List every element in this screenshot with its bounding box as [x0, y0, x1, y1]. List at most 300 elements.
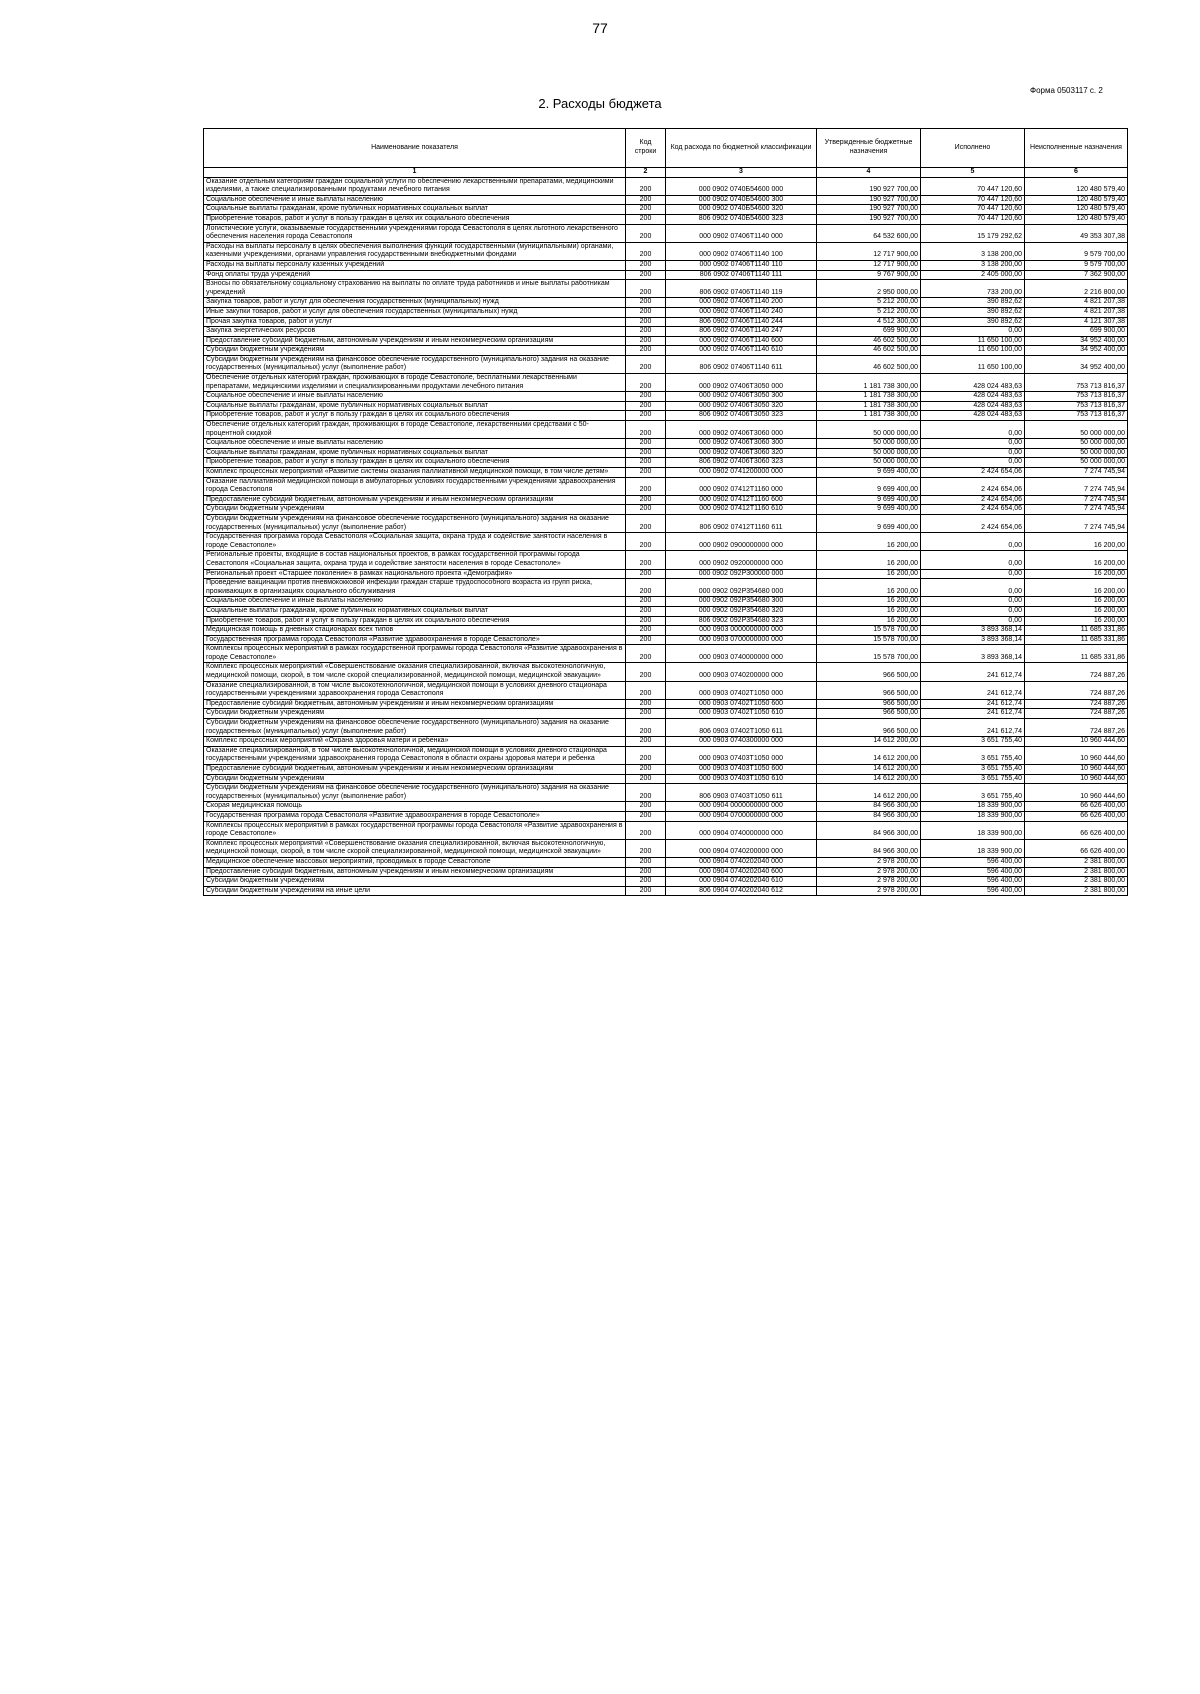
row-unexecuted: 16 200,00 — [1025, 606, 1128, 616]
row-approved: 190 927 700,00 — [817, 205, 921, 215]
row-unexecuted: 724 887,26 — [1025, 663, 1128, 681]
row-expense-code: 000 0902 07412Т1160 000 — [666, 477, 817, 495]
row-name: Медицинская помощь в дневных стационарах всех типов — [204, 626, 626, 636]
row-line-code: 200 — [626, 270, 666, 280]
row-unexecuted: 10 960 444,60 — [1025, 746, 1128, 764]
row-unexecuted: 120 480 579,40 — [1025, 214, 1128, 224]
row-unexecuted: 49 353 307,38 — [1025, 224, 1128, 242]
row-unexecuted: 16 200,00 — [1025, 533, 1128, 551]
form-code: Форма 0503117 с. 2 — [1030, 86, 1103, 95]
row-unexecuted: 9 579 700,00 — [1025, 260, 1128, 270]
row-line-code: 200 — [626, 205, 666, 215]
row-name: Предоставление субсидий бюджетным, автономным учреждениям и иным некоммерческим организациям — [204, 336, 626, 346]
table-row — [204, 298, 1128, 308]
row-name: Скорая медицинская помощь — [204, 802, 626, 812]
row-expense-code: 000 0902 0740Б54600 000 — [666, 177, 817, 195]
row-name: Субсидии бюджетным учреждениям — [204, 709, 626, 719]
row-expense-code: 000 0903 07402Т1050 610 — [666, 709, 817, 719]
row-executed: 3 893 368,14 — [921, 626, 1025, 636]
table-row — [204, 177, 1128, 195]
table-row — [204, 867, 1128, 877]
table-header-row — [204, 129, 1128, 168]
table-row — [204, 421, 1128, 439]
row-expense-code: 806 0902 07406Т1140 244 — [666, 317, 817, 327]
row-approved: 9 699 400,00 — [817, 505, 921, 515]
row-unexecuted: 7 274 745,94 — [1025, 477, 1128, 495]
row-name: Предоставление субсидий бюджетным, автономным учреждениям и иным некоммерческим организациям — [204, 495, 626, 505]
table-row — [204, 857, 1128, 867]
row-executed: 70 447 120,60 — [921, 205, 1025, 215]
row-unexecuted: 2 216 800,00 — [1025, 280, 1128, 298]
row-expense-code: 000 0902 0741200000 000 — [666, 468, 817, 478]
row-unexecuted: 10 960 444,60 — [1025, 765, 1128, 775]
row-unexecuted: 7 274 745,94 — [1025, 505, 1128, 515]
row-unexecuted: 2 381 800,00 — [1025, 857, 1128, 867]
row-name: Иные закупки товаров, работ и услуг для обеспечения государственных (муниципальных) нужд — [204, 307, 626, 317]
row-name: Закупка энергетических ресурсов — [204, 327, 626, 337]
row-expense-code: 806 0902 07406Т1140 111 — [666, 270, 817, 280]
table-row — [204, 411, 1128, 421]
table-row — [204, 214, 1128, 224]
row-name: Социальные выплаты гражданам, кроме публичных нормативных социальных выплат — [204, 448, 626, 458]
row-line-code: 200 — [626, 774, 666, 784]
row-name: Субсидии бюджетным учреждениям на финансовое обеспечение государственного (муниципального) задания на оказание государственных (муниципальных) услуг (выполнение работ) — [204, 355, 626, 373]
row-expense-code: 000 0902 07406Т3050 000 — [666, 374, 817, 392]
row-line-code: 200 — [626, 746, 666, 764]
row-expense-code: 806 0902 07406Т1140 119 — [666, 280, 817, 298]
row-executed: 18 339 900,00 — [921, 811, 1025, 821]
row-name: Закупка товаров, работ и услуг для обеспечения государственных (муниципальных) нужд — [204, 298, 626, 308]
row-expense-code: 000 0903 07403Т1050 610 — [666, 774, 817, 784]
row-approved: 4 512 300,00 — [817, 317, 921, 327]
row-executed: 2 424 654,06 — [921, 477, 1025, 495]
row-line-code: 200 — [626, 260, 666, 270]
row-executed: 70 447 120,60 — [921, 177, 1025, 195]
row-line-code: 200 — [626, 401, 666, 411]
row-line-code: 200 — [626, 505, 666, 515]
row-line-code: 200 — [626, 392, 666, 402]
row-expense-code: 000 0902 0740Б54600 320 — [666, 205, 817, 215]
table-row — [204, 458, 1128, 468]
row-expense-code: 806 0903 07402Т1050 611 — [666, 719, 817, 737]
row-line-code: 200 — [626, 355, 666, 373]
row-expense-code: 806 0903 07403Т1050 611 — [666, 784, 817, 802]
row-unexecuted: 50 000 000,00 — [1025, 439, 1128, 449]
row-unexecuted: 10 960 444,60 — [1025, 784, 1128, 802]
row-executed: 18 339 900,00 — [921, 802, 1025, 812]
row-line-code: 200 — [626, 606, 666, 616]
row-line-code: 200 — [626, 336, 666, 346]
row-approved: 190 927 700,00 — [817, 214, 921, 224]
row-executed: 3 138 200,00 — [921, 242, 1025, 260]
row-line-code: 200 — [626, 626, 666, 636]
row-name: Прочая закупка товаров, работ и услуг — [204, 317, 626, 327]
row-executed: 2 424 654,06 — [921, 514, 1025, 532]
row-unexecuted: 16 200,00 — [1025, 597, 1128, 607]
row-line-code: 200 — [626, 709, 666, 719]
row-expense-code: 000 0903 0740200000 000 — [666, 663, 817, 681]
table-row — [204, 774, 1128, 784]
row-line-code: 200 — [626, 448, 666, 458]
row-unexecuted: 120 480 579,40 — [1025, 177, 1128, 195]
row-expense-code: 000 0902 07406Т1140 240 — [666, 307, 817, 317]
table-row — [204, 737, 1128, 747]
header-unexecuted: Неисполненные назначения — [1025, 129, 1128, 168]
row-approved: 14 612 200,00 — [817, 774, 921, 784]
row-expense-code: 000 0902 092Р354680 320 — [666, 606, 817, 616]
row-expense-code: 000 0902 0900000000 000 — [666, 533, 817, 551]
row-name: Комплекс процессных мероприятий «Развитие системы оказания паллиативной медицинской помощи, в том числе детям» — [204, 468, 626, 478]
row-executed: 0,00 — [921, 569, 1025, 579]
row-unexecuted: 2 381 800,00 — [1025, 867, 1128, 877]
row-name: Социальные выплаты гражданам, кроме публичных нормативных социальных выплат — [204, 606, 626, 616]
row-executed: 0,00 — [921, 458, 1025, 468]
row-expense-code: 000 0904 0740202040 000 — [666, 857, 817, 867]
row-expense-code: 000 0902 0920000000 000 — [666, 551, 817, 569]
row-approved: 84 966 300,00 — [817, 811, 921, 821]
row-approved: 12 717 900,00 — [817, 260, 921, 270]
row-expense-code: 000 0903 0700000000 000 — [666, 635, 817, 645]
row-approved: 2 978 200,00 — [817, 886, 921, 896]
row-approved: 14 612 200,00 — [817, 784, 921, 802]
row-line-code: 200 — [626, 177, 666, 195]
row-expense-code: 806 0902 07406Т3060 323 — [666, 458, 817, 468]
row-line-code: 200 — [626, 719, 666, 737]
table-row — [204, 280, 1128, 298]
row-name: Государственная программа города Севастополя «Развитие здравоохранения в городе Севастополе» — [204, 635, 626, 645]
row-executed: 2 424 654,06 — [921, 505, 1025, 515]
row-unexecuted: 34 952 400,00 — [1025, 355, 1128, 373]
row-expense-code: 806 0904 0740202040 612 — [666, 886, 817, 896]
row-unexecuted: 724 887,26 — [1025, 719, 1128, 737]
row-approved: 15 578 700,00 — [817, 635, 921, 645]
row-executed: 3 138 200,00 — [921, 260, 1025, 270]
row-line-code: 200 — [626, 839, 666, 857]
row-approved: 1 181 738 300,00 — [817, 374, 921, 392]
row-expense-code: 000 0902 07406Т1140 600 — [666, 336, 817, 346]
row-approved: 16 200,00 — [817, 579, 921, 597]
row-unexecuted: 11 685 331,86 — [1025, 645, 1128, 663]
table-row — [204, 719, 1128, 737]
table-row — [204, 307, 1128, 317]
row-name: Социальное обеспечение и иные выплаты населению — [204, 195, 626, 205]
row-executed: 2 405 000,00 — [921, 270, 1025, 280]
row-name: Предоставление субсидий бюджетным, автономным учреждениям и иным некоммерческим организациям — [204, 699, 626, 709]
row-name: Комплексы процессных мероприятий в рамках государственной программы города Севастополя «Развитие здравоохранения в городе Севастополе» — [204, 821, 626, 839]
row-name: Проведение вакцинации против пневмококковой инфекции граждан старше трудоспособного возраста из групп риска, проживающих в организациях социального обслуживания — [204, 579, 626, 597]
row-executed: 596 400,00 — [921, 867, 1025, 877]
row-line-code: 200 — [626, 195, 666, 205]
row-executed: 0,00 — [921, 421, 1025, 439]
table-row — [204, 468, 1128, 478]
row-approved: 14 612 200,00 — [817, 765, 921, 775]
table-title: 2. Расходы бюджета — [538, 96, 662, 111]
row-name: Социальное обеспечение и иные выплаты населению — [204, 439, 626, 449]
row-approved: 2 950 000,00 — [817, 280, 921, 298]
row-unexecuted: 753 713 816,37 — [1025, 411, 1128, 421]
row-unexecuted: 753 713 816,37 — [1025, 401, 1128, 411]
row-line-code: 200 — [626, 439, 666, 449]
row-line-code: 200 — [626, 737, 666, 747]
row-line-code: 200 — [626, 616, 666, 626]
row-executed: 3 651 755,40 — [921, 737, 1025, 747]
table-row — [204, 242, 1128, 260]
row-executed: 428 024 483,63 — [921, 392, 1025, 402]
row-executed: 0,00 — [921, 533, 1025, 551]
row-line-code: 200 — [626, 307, 666, 317]
row-executed: 733 200,00 — [921, 280, 1025, 298]
row-unexecuted: 7 274 745,94 — [1025, 468, 1128, 478]
row-line-code: 200 — [626, 374, 666, 392]
row-line-code: 200 — [626, 242, 666, 260]
table-row — [204, 606, 1128, 616]
table-body — [204, 177, 1128, 896]
row-executed: 390 892,62 — [921, 307, 1025, 317]
row-name: Приобретение товаров, работ и услуг в пользу граждан в целях их социального обеспечения — [204, 458, 626, 468]
row-executed: 428 024 483,63 — [921, 401, 1025, 411]
row-approved: 50 000 000,00 — [817, 448, 921, 458]
row-line-code: 200 — [626, 495, 666, 505]
row-executed: 0,00 — [921, 551, 1025, 569]
row-approved: 966 500,00 — [817, 709, 921, 719]
row-executed: 70 447 120,60 — [921, 195, 1025, 205]
table-row — [204, 663, 1128, 681]
header-expense-code: Код расхода по бюджетной классификации — [666, 129, 817, 168]
header-indicator-name: Наименование показателя — [204, 129, 626, 168]
table-row — [204, 260, 1128, 270]
table-row — [204, 355, 1128, 373]
row-expense-code: 806 0902 07406Т1140 247 — [666, 327, 817, 337]
row-unexecuted: 66 626 400,00 — [1025, 839, 1128, 857]
table-row — [204, 699, 1128, 709]
row-name: Субсидии бюджетным учреждениям на финансовое обеспечение государственного (муниципального) задания на оказание государственных (муниципальных) услуг (выполнение работ) — [204, 719, 626, 737]
row-expense-code: 806 0902 092Р354680 323 — [666, 616, 817, 626]
row-approved: 9 699 400,00 — [817, 468, 921, 478]
row-name: Оказание отдельным категориям граждан социальной услуги по обеспечению лекарственными препаратами, медицинскими изделиями, а также специализированными продуктами лечебного питания — [204, 177, 626, 195]
row-approved: 84 966 300,00 — [817, 821, 921, 839]
table-row — [204, 616, 1128, 626]
row-executed: 241 612,74 — [921, 699, 1025, 709]
row-approved: 190 927 700,00 — [817, 177, 921, 195]
row-expense-code: 000 0904 0740000000 000 — [666, 821, 817, 839]
row-unexecuted: 16 200,00 — [1025, 569, 1128, 579]
row-unexecuted: 10 960 444,60 — [1025, 737, 1128, 747]
row-unexecuted: 16 200,00 — [1025, 551, 1128, 569]
row-executed: 0,00 — [921, 327, 1025, 337]
row-line-code: 200 — [626, 811, 666, 821]
table-row — [204, 551, 1128, 569]
row-expense-code: 000 0903 07402Т1050 600 — [666, 699, 817, 709]
row-expense-code: 000 0902 07406Т3050 300 — [666, 392, 817, 402]
row-expense-code: 000 0904 0700000000 000 — [666, 811, 817, 821]
row-name: Расходы на выплаты персоналу казенных учреждений — [204, 260, 626, 270]
row-unexecuted: 66 626 400,00 — [1025, 821, 1128, 839]
row-unexecuted: 7 362 900,00 — [1025, 270, 1128, 280]
row-name: Комплексы процессных мероприятий в рамках государственной программы города Севастополя «Развитие здравоохранения в городе Севастополе» — [204, 645, 626, 663]
table-row — [204, 317, 1128, 327]
row-line-code: 200 — [626, 468, 666, 478]
row-executed: 11 650 100,00 — [921, 355, 1025, 373]
column-number: 5 — [921, 168, 1025, 178]
row-expense-code: 000 0904 0740202040 610 — [666, 877, 817, 887]
table-row — [204, 477, 1128, 495]
row-name: Взносы по обязательному социальному страхованию на выплаты по оплате труда работников и иные выплаты работникам учреждений — [204, 280, 626, 298]
column-number: 1 — [204, 168, 626, 178]
row-executed: 241 612,74 — [921, 663, 1025, 681]
row-expense-code: 000 0904 0740202040 600 — [666, 867, 817, 877]
row-unexecuted: 120 480 579,40 — [1025, 195, 1128, 205]
row-approved: 9 699 400,00 — [817, 514, 921, 532]
row-name: Субсидии бюджетным учреждениям — [204, 774, 626, 784]
row-expense-code: 000 0902 07406Т1140 110 — [666, 260, 817, 270]
row-name: Логистические услуги, оказываемые государственными учреждениями города Севастополя в целях льготного лекарственного обеспечения населения города Севастополя — [204, 224, 626, 242]
row-expense-code: 000 0903 07403Т1050 000 — [666, 746, 817, 764]
row-approved: 16 200,00 — [817, 533, 921, 551]
row-approved: 46 602 500,00 — [817, 346, 921, 356]
row-executed: 390 892,62 — [921, 298, 1025, 308]
row-executed: 428 024 483,63 — [921, 411, 1025, 421]
row-unexecuted: 9 579 700,00 — [1025, 242, 1128, 260]
row-unexecuted: 699 900,00 — [1025, 327, 1128, 337]
row-approved: 1 181 738 300,00 — [817, 392, 921, 402]
table-row — [204, 327, 1128, 337]
row-executed: 596 400,00 — [921, 877, 1025, 887]
row-executed: 241 612,74 — [921, 681, 1025, 699]
row-line-code: 200 — [626, 663, 666, 681]
table-row — [204, 505, 1128, 515]
row-approved: 50 000 000,00 — [817, 421, 921, 439]
row-unexecuted: 50 000 000,00 — [1025, 421, 1128, 439]
row-expense-code: 000 0904 0000000000 000 — [666, 802, 817, 812]
row-unexecuted: 2 381 800,00 — [1025, 877, 1128, 887]
column-number: 2 — [626, 168, 666, 178]
table-row — [204, 448, 1128, 458]
table-row — [204, 346, 1128, 356]
row-approved: 12 717 900,00 — [817, 242, 921, 260]
table-row — [204, 336, 1128, 346]
row-executed: 428 024 483,63 — [921, 374, 1025, 392]
row-line-code: 200 — [626, 421, 666, 439]
row-approved: 9 699 400,00 — [817, 495, 921, 505]
row-approved: 64 532 600,00 — [817, 224, 921, 242]
row-executed: 0,00 — [921, 448, 1025, 458]
table-row — [204, 746, 1128, 764]
row-approved: 14 612 200,00 — [817, 737, 921, 747]
row-approved: 190 927 700,00 — [817, 195, 921, 205]
row-expense-code: 806 0902 07406Т3050 323 — [666, 411, 817, 421]
table-row — [204, 811, 1128, 821]
row-name: Оказание паллиативной медицинской помощи в амбулаторных условиях государственными учреждениями здравоохранения города Севастополя — [204, 477, 626, 495]
row-unexecuted: 724 887,26 — [1025, 681, 1128, 699]
row-approved: 966 500,00 — [817, 699, 921, 709]
row-executed: 241 612,74 — [921, 719, 1025, 737]
row-line-code: 200 — [626, 346, 666, 356]
budget-expenses-table — [203, 128, 1128, 896]
row-unexecuted: 753 713 816,37 — [1025, 374, 1128, 392]
row-line-code: 200 — [626, 857, 666, 867]
table-row — [204, 205, 1128, 215]
column-number: 4 — [817, 168, 921, 178]
row-approved: 2 978 200,00 — [817, 857, 921, 867]
table-row — [204, 765, 1128, 775]
row-approved: 9 699 400,00 — [817, 477, 921, 495]
row-name: Социальное обеспечение и иные выплаты населению — [204, 392, 626, 402]
row-unexecuted: 120 480 579,40 — [1025, 205, 1128, 215]
row-name: Субсидии бюджетным учреждениям на финансовое обеспечение государственного (муниципального) задания на оказание государственных (муниципальных) услуг (выполнение работ) — [204, 784, 626, 802]
row-executed: 2 424 654,06 — [921, 495, 1025, 505]
row-line-code: 200 — [626, 877, 666, 887]
row-approved: 9 767 900,00 — [817, 270, 921, 280]
table-row — [204, 495, 1128, 505]
table-row — [204, 802, 1128, 812]
row-approved: 15 578 700,00 — [817, 645, 921, 663]
row-unexecuted: 4 821 207,38 — [1025, 298, 1128, 308]
row-unexecuted: 724 887,26 — [1025, 709, 1128, 719]
row-approved: 966 500,00 — [817, 719, 921, 737]
row-line-code: 200 — [626, 645, 666, 663]
table-row — [204, 401, 1128, 411]
row-unexecuted: 66 626 400,00 — [1025, 802, 1128, 812]
row-line-code: 200 — [626, 597, 666, 607]
row-expense-code: 000 0902 07412Т1160 610 — [666, 505, 817, 515]
row-expense-code: 806 0902 0740Б54600 323 — [666, 214, 817, 224]
row-executed: 596 400,00 — [921, 886, 1025, 896]
row-line-code: 200 — [626, 411, 666, 421]
row-approved: 16 200,00 — [817, 616, 921, 626]
row-unexecuted: 7 274 745,94 — [1025, 514, 1128, 532]
row-name: Расходы на выплаты персоналу в целях обеспечения выполнения функций государственными (муниципальными) органами, казенными учреждениями, органами управления государственными внебюджетными фондами — [204, 242, 626, 260]
row-executed: 2 424 654,06 — [921, 468, 1025, 478]
row-executed: 3 651 755,40 — [921, 784, 1025, 802]
row-unexecuted: 50 000 000,00 — [1025, 458, 1128, 468]
row-expense-code: 000 0902 092Р354680 000 — [666, 579, 817, 597]
row-expense-code: 000 0902 07406Т1140 610 — [666, 346, 817, 356]
row-line-code: 200 — [626, 821, 666, 839]
row-unexecuted: 66 626 400,00 — [1025, 811, 1128, 821]
row-executed: 0,00 — [921, 606, 1025, 616]
row-approved: 2 978 200,00 — [817, 877, 921, 887]
row-executed: 0,00 — [921, 616, 1025, 626]
table-row — [204, 886, 1128, 896]
row-approved: 84 966 300,00 — [817, 802, 921, 812]
row-line-code: 200 — [626, 224, 666, 242]
row-executed: 3 651 755,40 — [921, 765, 1025, 775]
row-line-code: 200 — [626, 551, 666, 569]
row-executed: 3 893 368,14 — [921, 635, 1025, 645]
row-approved: 966 500,00 — [817, 681, 921, 699]
row-expense-code: 000 0903 0000000000 000 — [666, 626, 817, 636]
row-name: Субсидии бюджетным учреждениям на финансовое обеспечение государственного (муниципального) задания на оказание государственных (муниципальных) услуг (выполнение работ) — [204, 514, 626, 532]
row-executed: 0,00 — [921, 439, 1025, 449]
row-executed: 18 339 900,00 — [921, 821, 1025, 839]
row-executed: 0,00 — [921, 579, 1025, 597]
row-approved: 5 212 200,00 — [817, 307, 921, 317]
row-expense-code: 000 0902 0740Б54600 300 — [666, 195, 817, 205]
row-approved: 16 200,00 — [817, 569, 921, 579]
row-unexecuted: 11 685 331,86 — [1025, 626, 1128, 636]
row-line-code: 200 — [626, 317, 666, 327]
table-row — [204, 709, 1128, 719]
row-unexecuted: 11 685 331,86 — [1025, 635, 1128, 645]
row-executed: 596 400,00 — [921, 857, 1025, 867]
table-row — [204, 681, 1128, 699]
row-name: Комплекс процессных мероприятий «Охрана здоровья матери и ребенка» — [204, 737, 626, 747]
row-expense-code: 000 0902 07406Т3060 300 — [666, 439, 817, 449]
row-line-code: 200 — [626, 298, 666, 308]
row-expense-code: 000 0902 092Р300000 000 — [666, 569, 817, 579]
row-approved: 46 602 500,00 — [817, 336, 921, 346]
row-name: Медицинское обеспечение массовых мероприятий, проводимых в городе Севастополе — [204, 857, 626, 867]
